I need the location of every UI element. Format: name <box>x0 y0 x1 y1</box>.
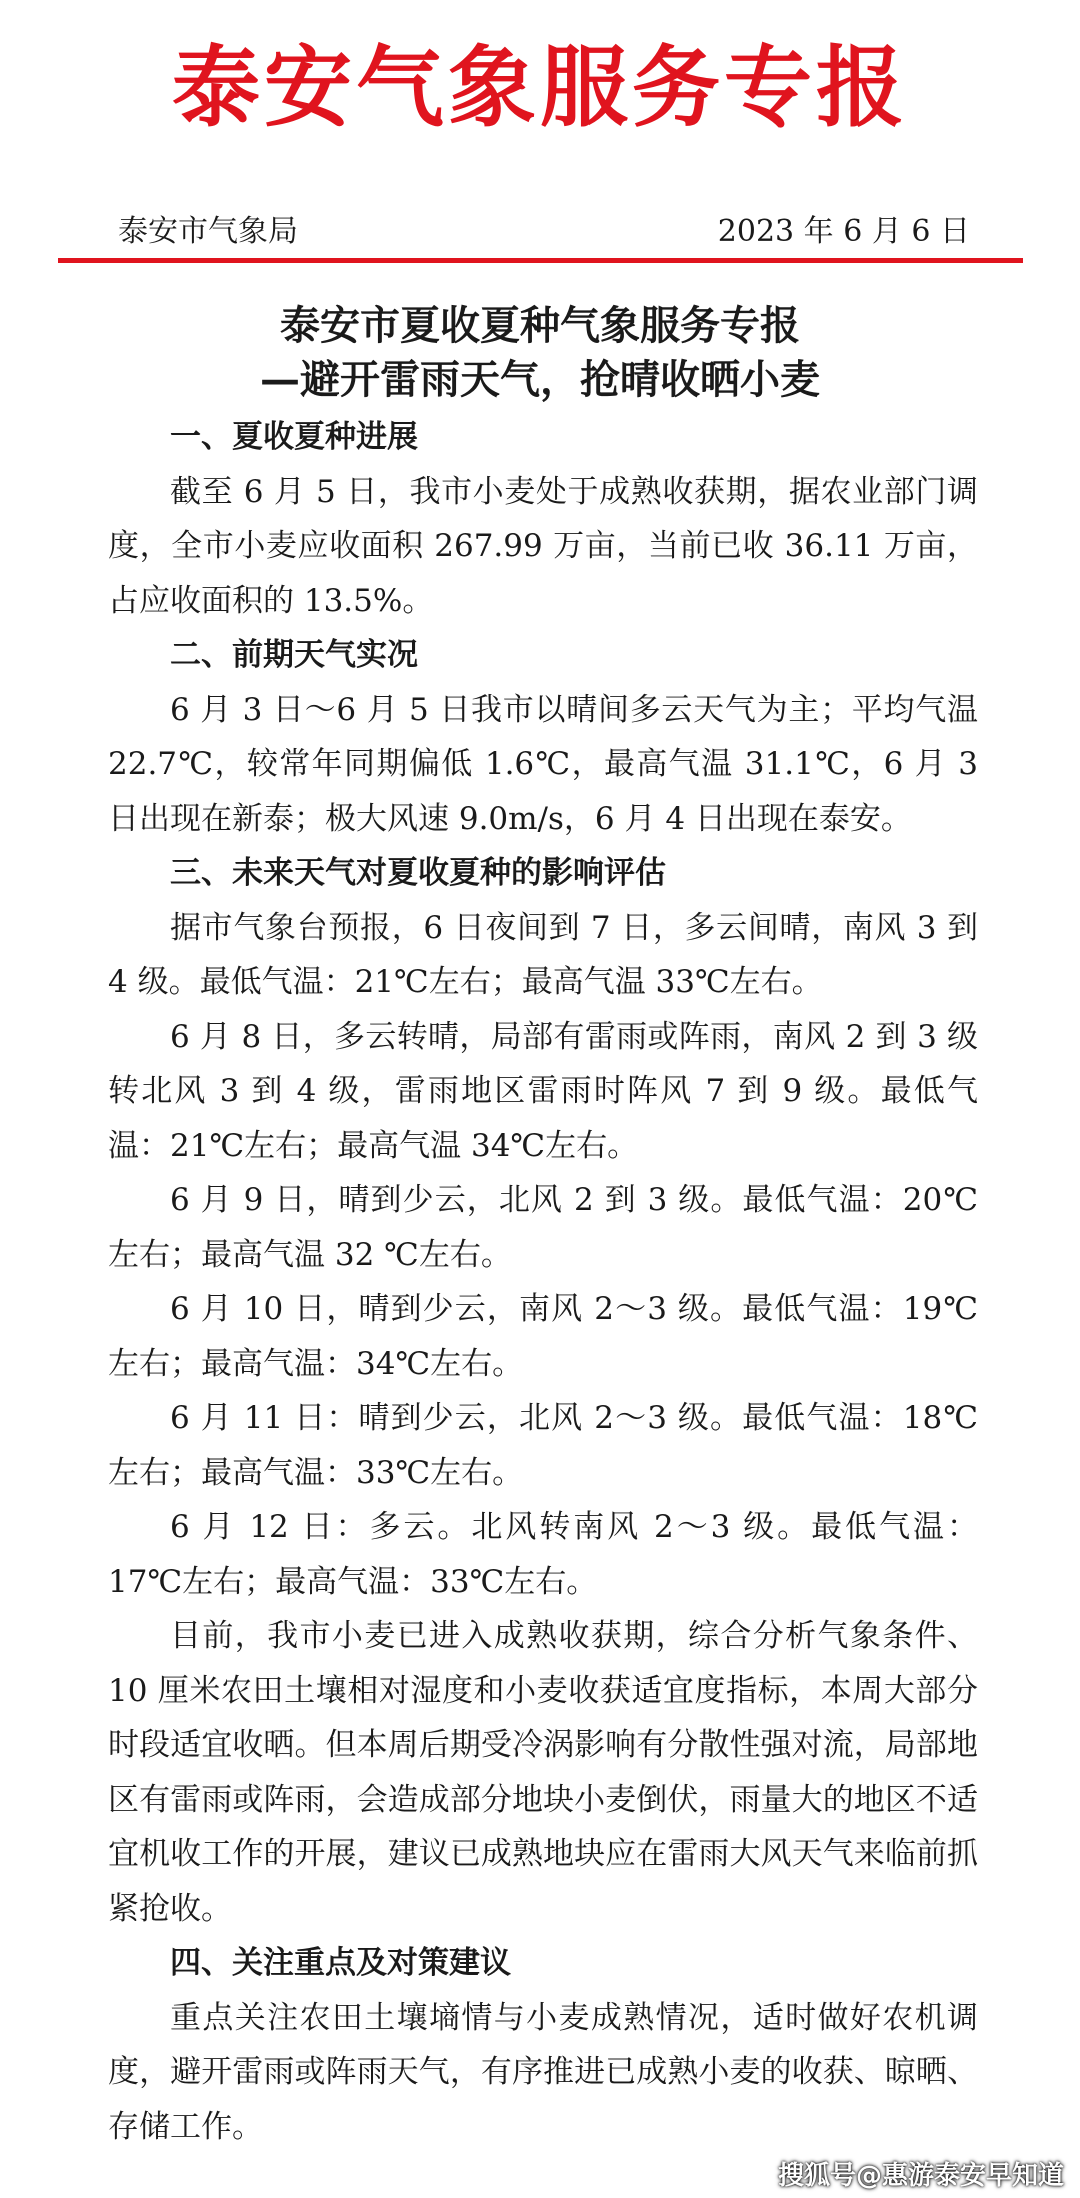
paragraph: 目前，我市小麦已进入成熟收获期，综合分析气象条件、10 厘米农田土壤相对湿度和小麦收获适宜度指标，本周大部分时段适宜收晒。但本周后期受冷涡影响有分散性强对流，局部地区有雷雨或阵雨，会造成部分地块小麦倒伏，雨量大的地区不适宜机收工作的开展，建议已成熟地块应在雷雨大风天气来临前抓紧抢收。 <box>108 1618 978 1927</box>
report-title: 泰安市夏收夏种气象服务专报 <box>280 302 800 349</box>
red-divider <box>58 258 1023 263</box>
paragraph: 6 月 8 日，多云转晴，局部有雷雨或阵雨，南风 2 到 3 级转北风 3 到 4 级，雷雨地区雷雨时阵风 7 到 9 级。最低气温：21℃左右；最高气温 34℃左右。 <box>108 1018 978 1164</box>
section-heading: 二、前期天气实况 <box>170 637 418 673</box>
paragraph: 6 月 3 日～6 月 5 日我市以晴间多云天气为主；平均气温 22.7℃，较常年同期偏低 1.6℃，最高气温 31.1℃，6 月 3 日出现在新泰；极大风速 9.0m/s，6 月 4 日出现在泰安。 <box>108 691 978 837</box>
issuer-name: 泰安市气象局 <box>118 214 298 249</box>
paragraph: 6 月 12 日：多云。北风转南风 2～3 级。最低气温：17℃左右；最高气温：33℃左右。 <box>108 1509 978 1600</box>
report-body <box>108 410 978 2154</box>
section-heading: 三、未来天气对夏收夏种的影响评估 <box>170 855 666 891</box>
paragraph: 6 月 9 日，晴到少云，北风 2 到 3 级。最低气温：20℃左右；最高气温 32 ℃左右。 <box>108 1182 978 1273</box>
section-heading: 四、关注重点及对策建议 <box>170 1945 511 1981</box>
paragraph: 截至 6 月 5 日，我市小麦处于成熟收获期，据农业部门调度，全市小麦应收面积 267.99 万亩，当前已收 36.11 万亩，占应收面积的 13.5%。 <box>108 473 978 619</box>
paragraph: 重点关注农田土壤墒情与小麦成熟情况，适时做好农机调度，避开雷雨或阵雨天气，有序推进已成熟小麦的收获、晾晒、存储工作。 <box>108 1999 978 2145</box>
report-subtitle: —避开雷雨天气，抢晴收晒小麦 <box>260 356 820 403</box>
paragraph: 6 月 10 日，晴到少云，南风 2～3 级。最低气温：19℃左右；最高气温：34℃左右。 <box>108 1291 978 1382</box>
paragraph: 据市气象台预报，6 日夜间到 7 日，多云间晴，南风 3 到 4 级。最低气温：21℃左右；最高气温 33℃左右。 <box>108 909 978 1000</box>
paragraph: 6 月 11 日：晴到少云，北风 2～3 级。最低气温：18℃左右；最高气温：33℃左右。 <box>108 1400 978 1491</box>
masthead-title: 泰安气象服务专报 <box>171 36 908 139</box>
source-watermark: 搜狐号@惠游泰安早知道 <box>777 2161 1064 2191</box>
section-heading: 一、夏收夏种进展 <box>170 419 418 455</box>
issue-date: 2023 年 6 月 6 日 <box>717 214 970 249</box>
